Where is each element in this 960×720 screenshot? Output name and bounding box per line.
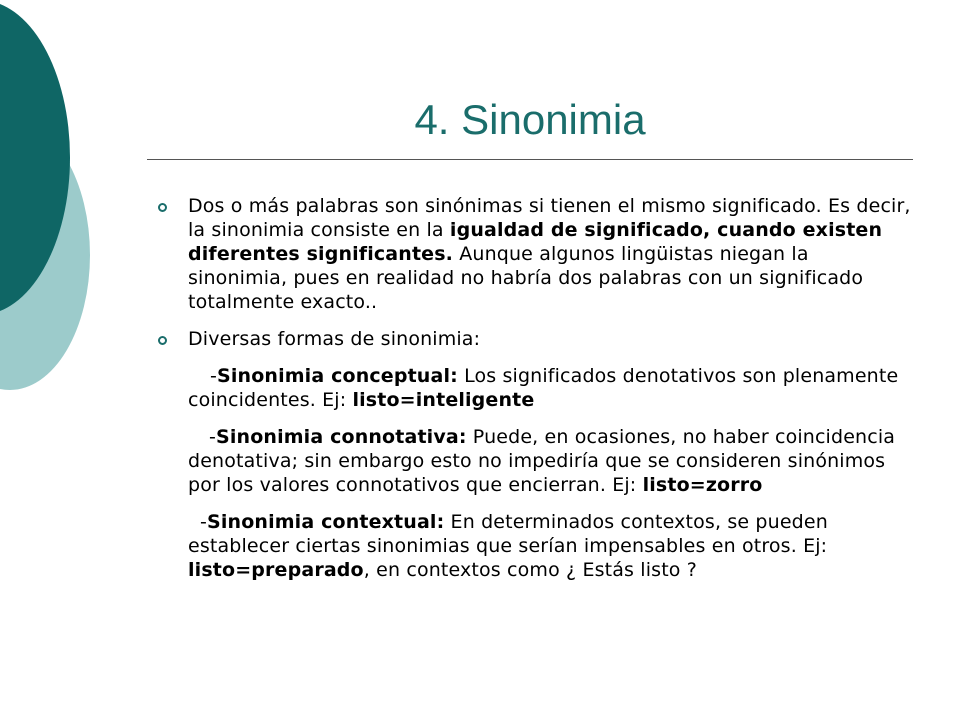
dash: -	[209, 426, 217, 448]
type-description: En determinados contextos, se pueden establecer ciertas sinonimias que serían impensables en otros. Ej:	[188, 511, 828, 557]
hollow-circle-bullet-icon	[158, 203, 167, 212]
type-description: Puede, en ocasiones, no haber coincidencia denotativa; sin embargo esto no impediría que se consideren sinónimos por los valores connotativos que encierran. Ej:	[188, 426, 896, 496]
type-example: listo=preparado	[188, 559, 364, 581]
bullet-definition	[188, 194, 913, 314]
type-term: Sinonimia connotativa:	[216, 426, 467, 448]
synonymy-type-conceptual	[188, 364, 913, 412]
bullet-forms	[188, 327, 913, 351]
type-example: listo=zorro	[642, 474, 763, 496]
type-after: , en contextos como ¿ Estás listo ?	[363, 559, 697, 581]
type-term: Sinonimia conceptual:	[217, 365, 458, 387]
type-description: Los significados denotativos son plenamente coincidentes. Ej:	[188, 365, 899, 411]
synonymy-type-connotative	[188, 425, 913, 497]
definition-rest-text: Aunque algunos lingüistas niegan la sinonimia, pues en realidad no habría dos palabras con un significado totalmente exacto..	[188, 243, 864, 313]
slide-title: 4. Sinonimia	[414, 96, 646, 143]
slide-content	[188, 194, 913, 595]
definition-text: Dos o más palabras son sinónimas si tienen el mismo significado. Es decir, la sinonimia consiste en la	[188, 195, 911, 241]
dash: -	[200, 511, 208, 533]
forms-heading-text: Diversas formas de sinonimia:	[188, 328, 481, 350]
type-term: Sinonimia contextual:	[207, 511, 445, 533]
definition-bold-text: igualdad de significado, cuando existen diferentes significantes.	[188, 219, 883, 265]
type-example: listo=inteligente	[352, 389, 535, 411]
hollow-circle-bullet-icon	[158, 336, 167, 345]
synonymy-type-contextual	[188, 510, 913, 582]
dash: -	[210, 365, 218, 387]
title-divider	[147, 159, 913, 160]
